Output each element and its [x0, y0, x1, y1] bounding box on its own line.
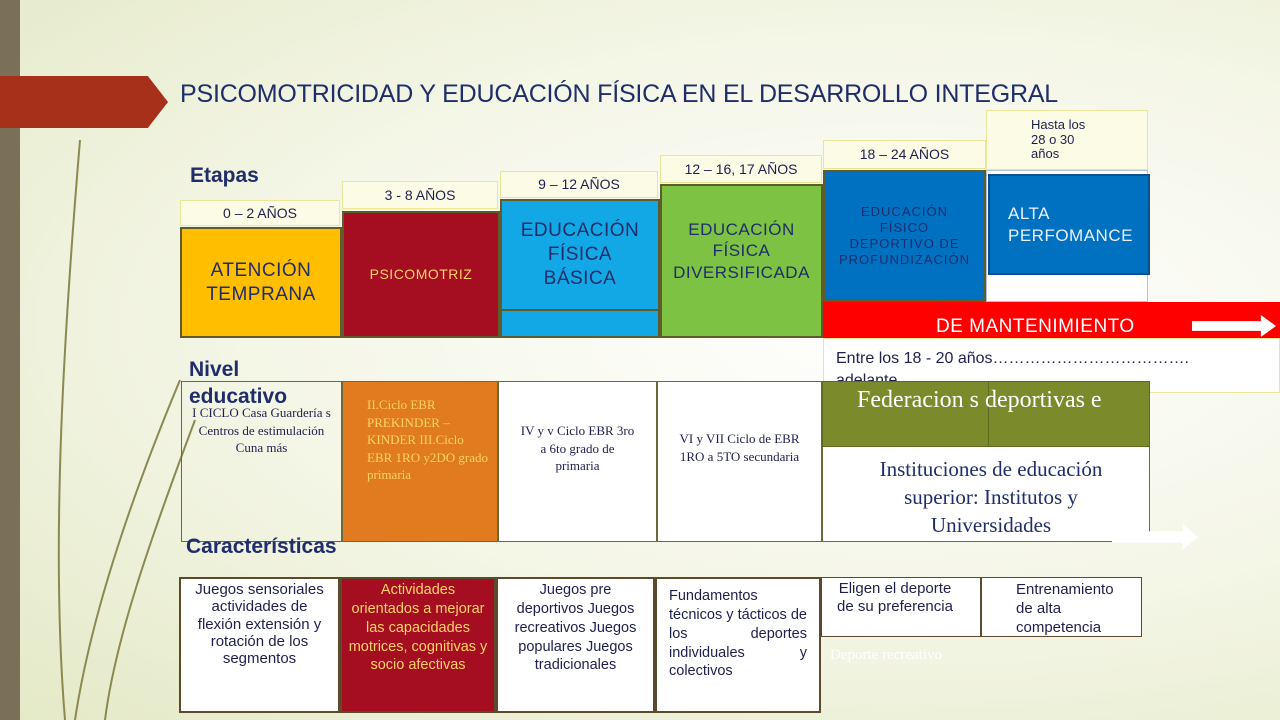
- age-label: 9 – 12 AÑOS: [500, 171, 658, 198]
- age-label: 18 – 24 AÑOS: [823, 140, 986, 169]
- deporte-recreativo-text: Deporte recreativo: [830, 647, 943, 663]
- stage-atencion-temprana: ATENCIÓN TEMPRANA: [180, 227, 342, 338]
- nivel-cell: II.Ciclo EBR PREKINDER – KINDER III.Ciclo EBR 1RO y2DO grado primaria: [342, 381, 498, 542]
- decor-curve-2: [75, 380, 180, 720]
- stage-basica-extension: [500, 311, 660, 338]
- age-label: 3 - 8 AÑOS: [342, 181, 498, 209]
- caracteristica-cell: Entrenamiento de alta competencia: [981, 577, 1142, 637]
- caracteristica-cell: Actividades orientados a mejorar las capacidades motrices, cognitivas y socio afectivas: [340, 577, 496, 713]
- stage-educacion-fisica-diversificada: EDUCACIÓN FÍSICA DIVERSIFICADA: [660, 184, 823, 338]
- nivel-label-line2: educativo: [189, 385, 288, 408]
- nivel-label-line1: Nivel: [189, 358, 240, 381]
- entre-text: Entre los 18 - 20 años……………………………….: [836, 350, 1189, 367]
- age-label: Hasta los 28 o 30 años: [986, 110, 1148, 170]
- slide-title: PSICOMOTRICIDAD Y EDUCACIÓN FÍSICA EN EL DESARROLLO INTEGRAL: [180, 80, 1059, 108]
- age-label: 0 – 2 AÑOS: [180, 200, 340, 226]
- federaciones-text: Federacion s deportivas e: [857, 387, 1102, 413]
- stage-educacion-fisico-deportivo: EDUCACIÓN FÍSICO DEPORTIVO DE PROFUNDIZACIÓN: [823, 170, 986, 302]
- caracteristica-cell: Fundamentos técnicos y tácticos de los deportes individuales y colectivos: [655, 577, 821, 713]
- nivel-cell: I CICLO Casa Guardería s Centros de estimulación Cuna más: [181, 381, 342, 542]
- instituciones-text: Instituciones de educación superior: Institutos y Universidades: [879, 457, 1103, 537]
- caracteristica-cell: Juegos pre deportivos Juegos recreativos Juegos populares Juegos tradicionales: [496, 577, 655, 713]
- decor-curve-1: [59, 140, 80, 720]
- section-etapas: Etapas: [190, 164, 259, 187]
- caracteristica-cell: Juegos sensoriales actividades de flexión extensión y rotación de los segmentos: [179, 577, 340, 713]
- nivel-cell: IV y v Ciclo EBR 3ro a 6to grado de primaria: [498, 381, 657, 542]
- caracteristica-cell: Eligen el deporte de su preferencia: [821, 577, 981, 637]
- decorative-curves: [20, 120, 200, 720]
- stage-educacion-fisica-basica: EDUCACIÓN FÍSICA BÁSICA: [500, 199, 660, 311]
- nivel-cell: VI y VII Ciclo de EBR 1RO a 5TO secundaria: [657, 381, 822, 542]
- age-label: 12 – 16, 17 AÑOS: [660, 155, 822, 183]
- section-caracteristicas: Características: [186, 535, 337, 558]
- stage-psicomotriz: PSICOMOTRIZ: [342, 211, 500, 338]
- stage-alta-perfomance: ALTA PERFOMANCE: [988, 174, 1150, 275]
- mantenimiento-label: DE MANTENIMIENTO: [936, 316, 1135, 337]
